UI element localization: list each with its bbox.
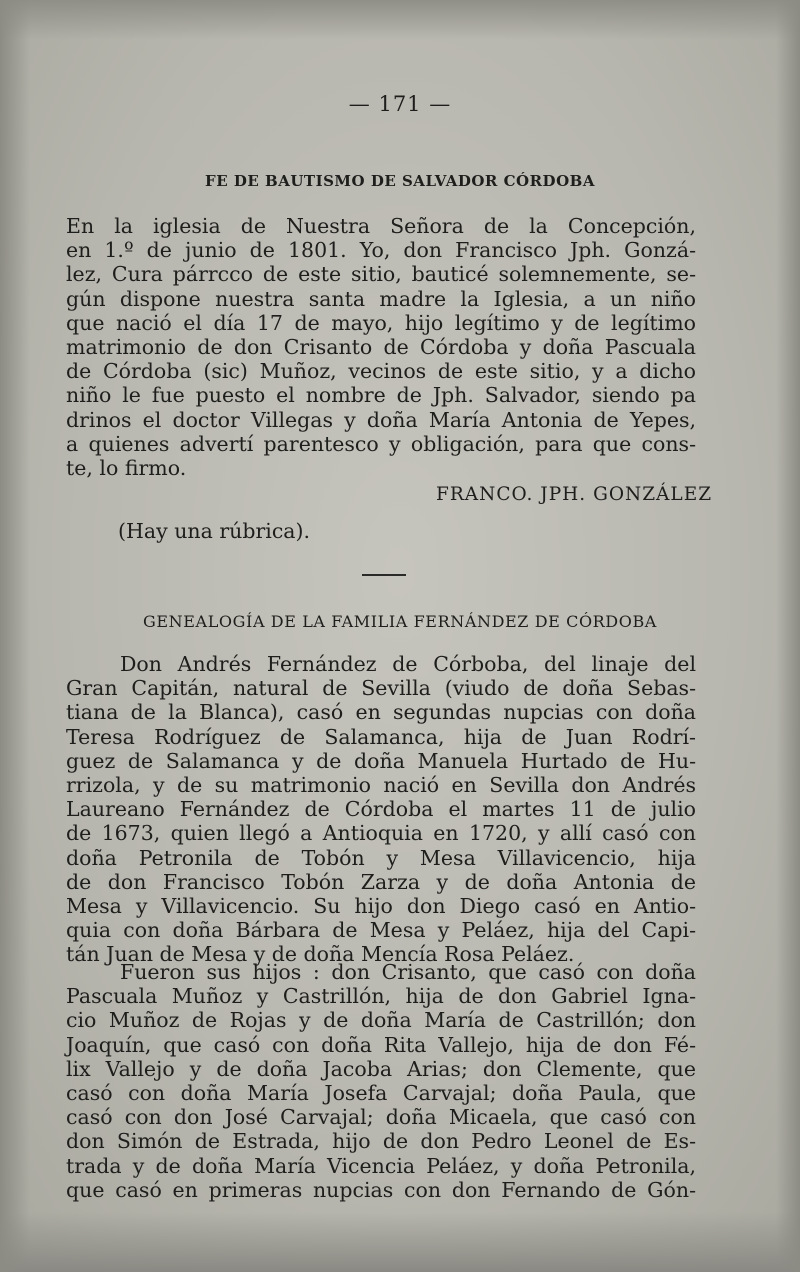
- text-line: Laureano Fernández de Córdoba el martes 11 de julio: [66, 797, 696, 822]
- text-line: quia con doña Bárbara de Mesa y Peláez, hija del Capi-: [66, 918, 696, 943]
- text-line: Pascuala Muñoz y Castrillón, hija de don Gabriel Igna-: [66, 984, 696, 1009]
- text-line: Gran Capitán, natural de Sevilla (viudo de doña Sebas-: [66, 676, 696, 701]
- text-line: Mesa y Villavicencio. Su hijo don Diego casó en Antio-: [66, 894, 696, 919]
- text-line: tán Juan de Mesa y de doña Mencía Rosa Peláez.: [66, 942, 575, 967]
- text-line: cio Muñoz de Rojas y de doña María de Castrillón; don: [66, 1008, 696, 1033]
- text-line: a quienes advertí parentesco y obligación, para que cons-: [66, 431, 696, 456]
- text-line: de Córdoba (sic) Muñoz, vecinos de este sitio, y a dicho: [66, 359, 696, 384]
- text-line: lix Vallejo y de doña Jacoba Arias; don Clemente, que: [66, 1056, 696, 1081]
- text-line: don Simón de Estrada, hijo de don Pedro Leonel de Es-: [66, 1129, 696, 1154]
- text-line: que nació el día 17 de mayo, hijo legítimo y de legítimo: [66, 310, 696, 335]
- text-line: de 1673, quien llegó a Antioquia en 1720, y allí casó con: [66, 821, 696, 846]
- text-line: guez de Salamanca y de doña Manuela Hurtado de Hu-: [66, 748, 696, 773]
- section-heading-genealogy: GENEALOGÍA DE LA FAMILIA FERNÁNDEZ DE CÓRDOBA: [143, 612, 657, 631]
- text-line: en 1.º de junio de 1801. Yo, don Francisco Jph. Gonzá-: [66, 238, 696, 263]
- text-line: gún dispone nuestra santa madre la Iglesia, a un niño: [66, 286, 696, 311]
- text-line: Don Andrés Fernández de Córboba, del linaje del: [120, 652, 696, 676]
- section-heading-baptism: FE DE BAUTISMO DE SALVADOR CÓRDOBA: [205, 172, 595, 190]
- text-line: Fueron sus hijos : don Crisanto, que casó con doña: [120, 960, 696, 984]
- text-line: de don Francisco Tobón Zarza y de doña Antonia de: [66, 869, 696, 894]
- page-shadow-left: [0, 0, 30, 1272]
- baptism-paragraph: [66, 214, 696, 480]
- text-line: tiana de la Blanca), casó en segundas nupcias con doña: [66, 700, 696, 725]
- text-line: te, lo firmo.: [66, 456, 187, 481]
- text-line: rrizola, y de su matrimonio nació en Sevilla don Andrés: [66, 773, 696, 798]
- text-line: Joaquín, que casó con doña Rita Vallejo, hija de don Fé-: [66, 1032, 696, 1057]
- page-shadow-bottom: [0, 1212, 800, 1272]
- rubrica-note: (Hay una rúbrica).: [118, 519, 311, 543]
- signature: FRANCO. JPH. GONZÁLEZ: [436, 484, 713, 505]
- text-line: que casó en primeras nupcias con don Fernando de Gón-: [66, 1177, 696, 1202]
- text-line: niño le fue puesto el nombre de Jph. Salvador, siendo pa: [66, 383, 696, 408]
- page-number: — 171 —: [348, 92, 452, 116]
- genealogy-paragraph-1: [66, 652, 696, 967]
- page-shadow-top: [0, 0, 800, 40]
- text-line: En la iglesia de Nuestra Señora de la Concepción,: [66, 214, 696, 238]
- text-line: casó con don José Carvajal; doña Micaela, que casó con: [66, 1105, 696, 1130]
- text-line: lez, Cura párrcco de este sitio, bauticé solemnemente, se-: [66, 262, 696, 287]
- page-shadow-right: [776, 0, 800, 1272]
- text-line: casó con doña María Josefa Carvajal; doña Paula, que: [66, 1081, 696, 1106]
- text-line: matrimonio de don Crisanto de Córdoba y doña Pascuala: [66, 335, 696, 360]
- genealogy-paragraph-2: [66, 960, 696, 1202]
- text-line: trada y de doña María Vicencia Peláez, y doña Petronila,: [66, 1153, 696, 1178]
- text-line: drinos el doctor Villegas y doña María Antonia de Yepes,: [66, 407, 696, 432]
- text-line: doña Petronila de Tobón y Mesa Villavicencio, hija: [66, 845, 696, 870]
- section-divider: [362, 574, 406, 576]
- text-line: Teresa Rodríguez de Salamanca, hija de Juan Rodrí-: [66, 724, 696, 749]
